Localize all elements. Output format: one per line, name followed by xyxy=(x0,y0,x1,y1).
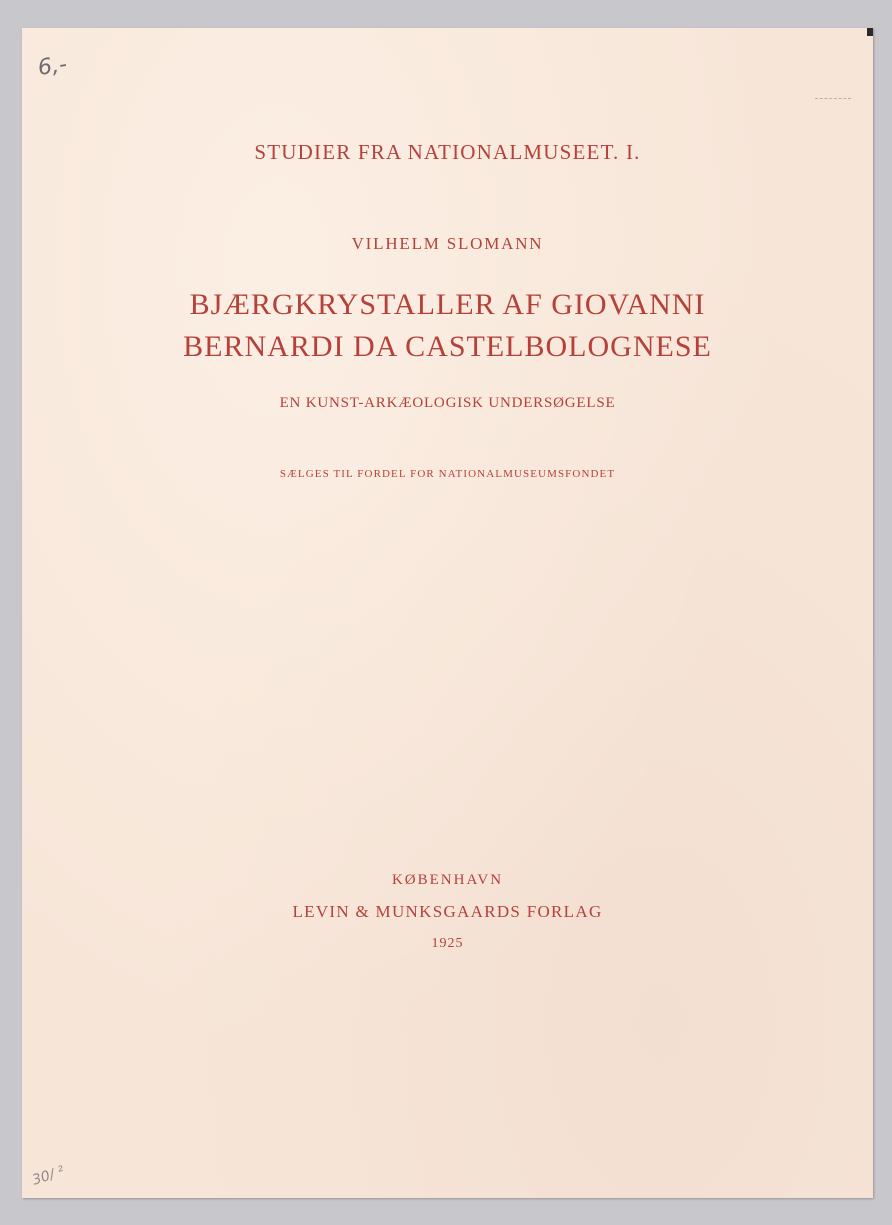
publisher-name: LEVIN & MUNKSGAARDS FORLAG xyxy=(292,902,603,921)
pencil-code-note: 30/ ² xyxy=(30,1163,67,1189)
publication-year: 1925 xyxy=(431,936,464,951)
corner-mark xyxy=(867,28,873,36)
author-name: VILHELM SLOMANN xyxy=(351,234,544,253)
book-title-line-1: BJÆRGKRYSTALLER AF GIOVANNI xyxy=(189,288,706,321)
book-cover-page xyxy=(22,28,873,1198)
book-title-line-2: BERNARDI DA CASTELBOLOGNESE xyxy=(183,330,712,363)
book-subtitle: EN KUNST-ARKÆOLOGISK UNDERSØGELSE xyxy=(279,395,616,411)
faint-dashes xyxy=(815,98,851,100)
sale-note: SÆLGES TIL FORDEL FOR NATIONALMUSEUMSFONDET xyxy=(279,468,616,480)
book-title xyxy=(22,284,873,368)
pencil-price-note: 6,- xyxy=(36,52,69,81)
publication-city: KØBENHAVN xyxy=(391,872,504,888)
series-title: STUDIER FRA NATIONALMUSEET. I. xyxy=(254,140,641,164)
